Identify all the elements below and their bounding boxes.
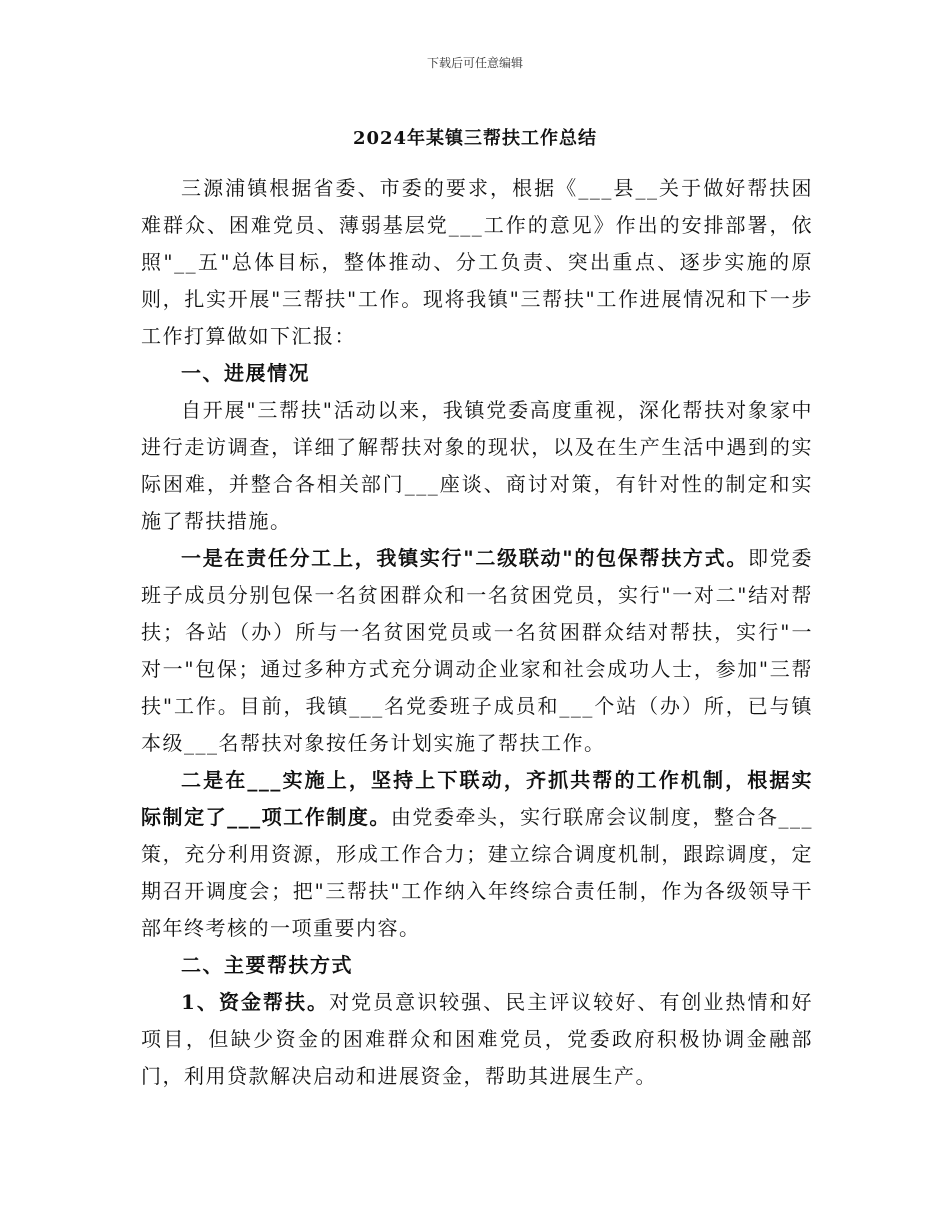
page-header-note: 下载后可任意编辑 [426,56,523,70]
point-two-paragraph [141,762,813,947]
method-one-paragraph [141,984,813,1095]
point-one-lead: 一是在责任分工上，我镇实行"二级联动"的包保帮扶方式。 [181,546,749,570]
intro-paragraph: 三源浦镇根据省委、市委的要求，根据《___县__关于做好帮扶困难群众、困难党员、薄弱基层党___工作的意见》作出的安排部署，依照"__五"总体目标，整体推动、分工负责、突出重点、逐步实施的原则，扎实开展"三帮扶"工作。现将我镇"三帮扶"工作进展情况和下一步工作打算做如下汇报： [141,176,813,348]
method-one-body: 对党员意识较强、民主评议较好、有创业热情和好项目，但缺少资金的困难群众和困难党员，党委政府积极协调金融部门，利用贷款解决启动和进展资金，帮助其进展生产。 [141,990,813,1088]
point-two-body: 由党委牵头，实行联席会议制度，整合各___策，充分利用资源，形成工作合力；建立综合调度机制，跟踪调度，定期召开调度会；把"三帮扶"工作纳入年终综合责任制，作为各级领导干部年终考核的一项重要内容。 [141,805,814,940]
progress-paragraph: 自开展"三帮扶"活动以来，我镇党委高度重视，深化帮扶对象家中进行走访调查，详细了解帮扶对象的现状，以及在生产生活中遇到的实际困难，并整合各相关部门___座谈、商讨对策，有针对性的制定和实施了帮扶措施。 [141,398,813,533]
section-heading-progress: 一、进展情况 [181,361,310,385]
point-one-paragraph [141,540,813,762]
point-one-body: 即党委班子成员分别包保一名贫困群众和一名贫困党员，实行"一对二"结对帮扶；各站（办）所与一名贫困党员或一名贫困群众结对帮扶，实行"一对一"包保；通过多种方式充分调动企业家和社会成功人士，参加"三帮扶"工作。目前，我镇___名党委班子成员和___个站（办）所，已与镇本级___名帮扶对象按任务计划实施了帮扶工作。 [141,546,814,755]
document-title: 2024年某镇三帮扶工作总结 [352,128,598,149]
section-heading-methods: 二、主要帮扶方式 [181,953,353,977]
document-body [141,170,813,1095]
method-one-lead: 1、资金帮扶。 [181,990,330,1014]
point-two-lead: 二是在___实施上，坚持上下联动，齐抓共帮的工作机制，根据实际制定了___项工作制度。 [141,768,813,829]
